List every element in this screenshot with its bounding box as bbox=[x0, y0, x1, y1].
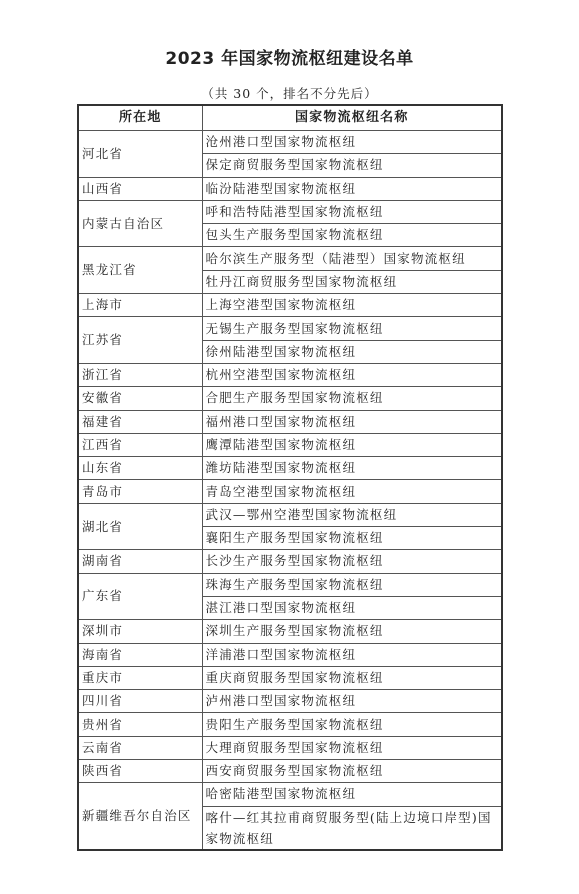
region-cell: 贵州省 bbox=[78, 713, 202, 736]
table-row bbox=[78, 550, 502, 573]
region-cell: 江西省 bbox=[78, 433, 202, 456]
region-cell: 江苏省 bbox=[78, 317, 202, 364]
region-cell: 青岛市 bbox=[78, 480, 202, 503]
hub-name-cell: 潍坊陆港型国家物流枢纽 bbox=[202, 457, 502, 480]
hub-name-cell: 杭州空港型国家物流枢纽 bbox=[202, 363, 502, 386]
document-subtitle: （共 30 个，排名不分先后） bbox=[201, 86, 378, 101]
hub-name-cell: 鹰潭陆港型国家物流枢纽 bbox=[202, 433, 502, 456]
table-row bbox=[78, 433, 502, 456]
document-title: 2023 年国家物流枢纽建设名单 bbox=[165, 49, 414, 69]
hub-name-cell: 湛江港口型国家物流枢纽 bbox=[202, 596, 502, 619]
region-cell: 海南省 bbox=[78, 643, 202, 666]
hub-name-cell: 福州港口型国家物流枢纽 bbox=[202, 410, 502, 433]
hub-name-cell: 武汉—鄂州空港型国家物流枢纽 bbox=[202, 503, 502, 526]
table-row bbox=[78, 480, 502, 503]
hub-name-cell: 沧州港口型国家物流枢纽 bbox=[202, 131, 502, 154]
table-row bbox=[78, 200, 502, 223]
region-cell: 山东省 bbox=[78, 457, 202, 480]
table-row bbox=[78, 783, 502, 806]
table-row bbox=[78, 503, 502, 526]
hub-name-cell: 青岛空港型国家物流枢纽 bbox=[202, 480, 502, 503]
region-cell: 黑龙江省 bbox=[78, 247, 202, 294]
hub-name-cell: 深圳生产服务型国家物流枢纽 bbox=[202, 620, 502, 643]
table-row bbox=[78, 410, 502, 433]
region-cell: 新疆维吾尔自治区 bbox=[78, 783, 202, 850]
table-row bbox=[78, 760, 502, 783]
region-cell: 河北省 bbox=[78, 131, 202, 178]
table-row bbox=[78, 457, 502, 480]
region-cell: 安徽省 bbox=[78, 387, 202, 410]
region-cell: 内蒙古自治区 bbox=[78, 200, 202, 247]
hub-name-cell: 重庆商贸服务型国家物流枢纽 bbox=[202, 666, 502, 689]
table-row bbox=[78, 666, 502, 689]
hub-name-cell: 呼和浩特陆港型国家物流枢纽 bbox=[202, 200, 502, 223]
table-row bbox=[78, 387, 502, 410]
table-row bbox=[78, 573, 502, 596]
table-row bbox=[78, 713, 502, 736]
hub-name-cell: 泸州港口型国家物流枢纽 bbox=[202, 690, 502, 713]
table-row bbox=[78, 690, 502, 713]
region-cell: 上海市 bbox=[78, 294, 202, 317]
hub-name-cell: 徐州陆港型国家物流枢纽 bbox=[202, 340, 502, 363]
table-row bbox=[78, 317, 502, 340]
region-cell: 广东省 bbox=[78, 573, 202, 620]
table-header-row bbox=[78, 105, 502, 131]
hub-name-cell: 大理商贸服务型国家物流枢纽 bbox=[202, 736, 502, 759]
hub-name-cell: 上海空港型国家物流枢纽 bbox=[202, 294, 502, 317]
region-cell: 山西省 bbox=[78, 177, 202, 200]
table-row bbox=[78, 736, 502, 759]
region-cell: 云南省 bbox=[78, 736, 202, 759]
hub-name-cell: 喀什—红其拉甫商贸服务型(陆上边境口岸型)国家物流枢纽 bbox=[202, 806, 502, 850]
region-cell: 湖南省 bbox=[78, 550, 202, 573]
region-cell: 湖北省 bbox=[78, 503, 202, 550]
table-row bbox=[78, 363, 502, 386]
hub-name-cell: 西安商贸服务型国家物流枢纽 bbox=[202, 760, 502, 783]
hub-name-cell: 哈密陆港型国家物流枢纽 bbox=[202, 783, 502, 806]
hub-name-cell: 长沙生产服务型国家物流枢纽 bbox=[202, 550, 502, 573]
table-row bbox=[78, 131, 502, 154]
region-cell: 深圳市 bbox=[78, 620, 202, 643]
region-cell: 重庆市 bbox=[78, 666, 202, 689]
table-row bbox=[78, 643, 502, 666]
table-row bbox=[78, 294, 502, 317]
header-hub-name: 国家物流枢纽名称 bbox=[202, 105, 502, 131]
table-row bbox=[78, 247, 502, 270]
hub-name-cell: 无锡生产服务型国家物流枢纽 bbox=[202, 317, 502, 340]
header-region: 所在地 bbox=[78, 105, 202, 131]
hub-name-cell: 临汾陆港型国家物流枢纽 bbox=[202, 177, 502, 200]
table-row bbox=[78, 177, 502, 200]
table-body bbox=[78, 131, 502, 850]
region-cell: 福建省 bbox=[78, 410, 202, 433]
hub-name-cell: 哈尔滨生产服务型（陆港型）国家物流枢纽 bbox=[202, 247, 502, 270]
region-cell: 陕西省 bbox=[78, 760, 202, 783]
hub-name-cell: 合肥生产服务型国家物流枢纽 bbox=[202, 387, 502, 410]
hub-name-cell: 贵阳生产服务型国家物流枢纽 bbox=[202, 713, 502, 736]
hub-name-cell: 保定商贸服务型国家物流枢纽 bbox=[202, 154, 502, 177]
logistics-hub-table bbox=[77, 104, 503, 851]
table-row bbox=[78, 620, 502, 643]
hub-name-cell: 洋浦港口型国家物流枢纽 bbox=[202, 643, 502, 666]
region-cell: 浙江省 bbox=[78, 363, 202, 386]
hub-name-cell: 襄阳生产服务型国家物流枢纽 bbox=[202, 527, 502, 550]
region-cell: 四川省 bbox=[78, 690, 202, 713]
hub-name-cell: 牡丹江商贸服务型国家物流枢纽 bbox=[202, 270, 502, 293]
hub-name-cell: 包头生产服务型国家物流枢纽 bbox=[202, 224, 502, 247]
hub-name-cell: 珠海生产服务型国家物流枢纽 bbox=[202, 573, 502, 596]
